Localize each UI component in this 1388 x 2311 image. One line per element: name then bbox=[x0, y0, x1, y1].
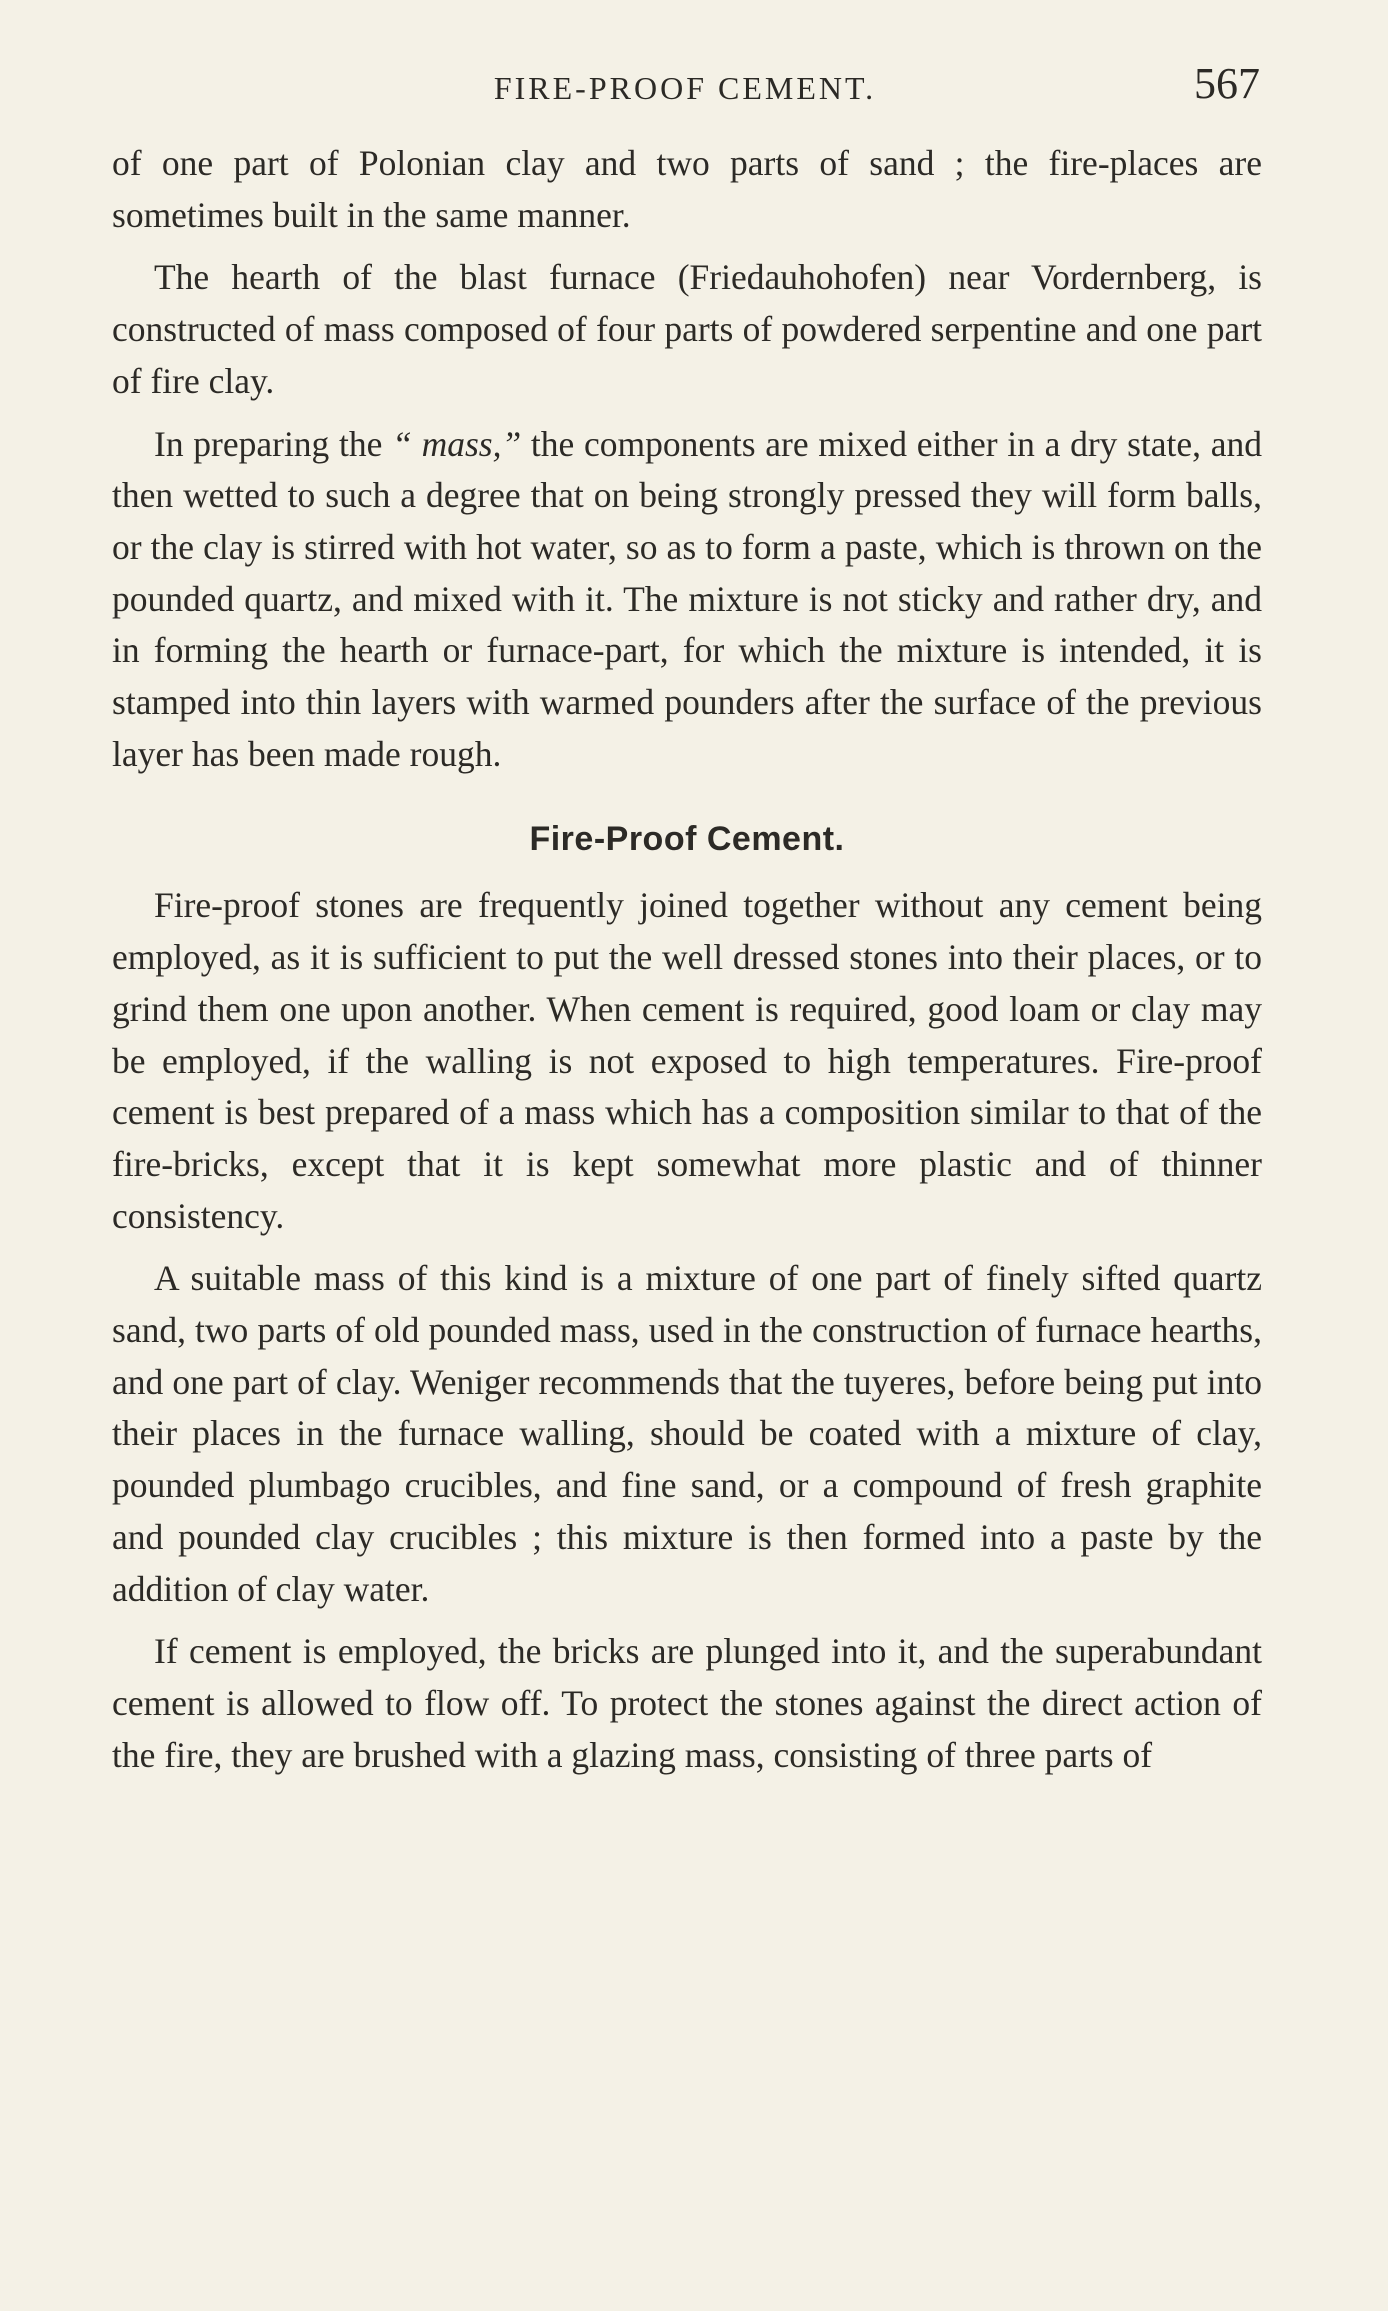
paragraph-text: In preparing the bbox=[154, 423, 393, 464]
paragraph-preparing-mass bbox=[112, 419, 1262, 781]
section-heading: Fire-Proof Cement. bbox=[529, 820, 845, 859]
paragraph-fire-proof-stones: Fire-proof stones are frequently joined together without any cement being employed, as it is sufficient to put the well dressed stones into their places, or to grind them one upon another. When cement is required, good loam or clay may be employed, if the walling is not exposed to high temperatures. Fire-proof cement is best prepared of a mass which has a composition similar to that of the fire-bricks, except that it is kept somewhat more plastic and of thinner consistency. bbox=[112, 885, 1262, 1236]
paragraph-blast-furnace-hearth: The hearth of the blast furnace (Friedauhohofen) near Vordernberg, is constructed of mass composed of four parts of powdered serpentine and one part of fire clay. bbox=[112, 257, 1262, 401]
paragraph-continued: of one part of Polonian clay and two parts of sand ; the fire-places are sometimes built in the same manner. bbox=[112, 143, 1262, 235]
paragraph-cement-employed: If cement is employed, the bricks are plunged into it, and the superabundant cement is allowed to flow off. To protect the stones against the direct action of the fire, they are brushed with a glazing mass, consisting of three parts of bbox=[112, 1631, 1262, 1775]
page-header bbox=[110, 58, 1260, 118]
page-number: 567 bbox=[1194, 59, 1260, 108]
paragraph-suitable-mass: A suitable mass of this kind is a mixture of one part of finely sifted quartz sand, two parts of old pounded mass, used in the construction of furnace hearths, and one part of clay. Weniger recommends that the tuyeres, before being put into their places in the furnace walling, should be coated with a mixture of clay, pounded plumbago crucibles, and fine sand, or a compound of fresh graphite and pounded clay crucibles ; this mixture is then formed into a paste by the addition of clay water. bbox=[112, 1258, 1262, 1609]
italic-term-mass: “ mass,” bbox=[392, 423, 522, 464]
paragraph-text: the components are mixed either in a dry state, and then wetted to such a degree that on being strongly pressed they will form balls, or the clay is stirred with hot water, so as to form a paste, which is thrown on the pounded quartz, and mixed with it. The mixture is not sticky and rather dry, and in forming the hearth or furnace-part, for which the mixture is intended, it is stamped into thin layers with warmed pounders after the surface of the previous layer has been made rough. bbox=[112, 423, 1262, 774]
page-body bbox=[112, 138, 1262, 1792]
running-title: FIRE-PROOF CEMENT. bbox=[493, 70, 877, 106]
